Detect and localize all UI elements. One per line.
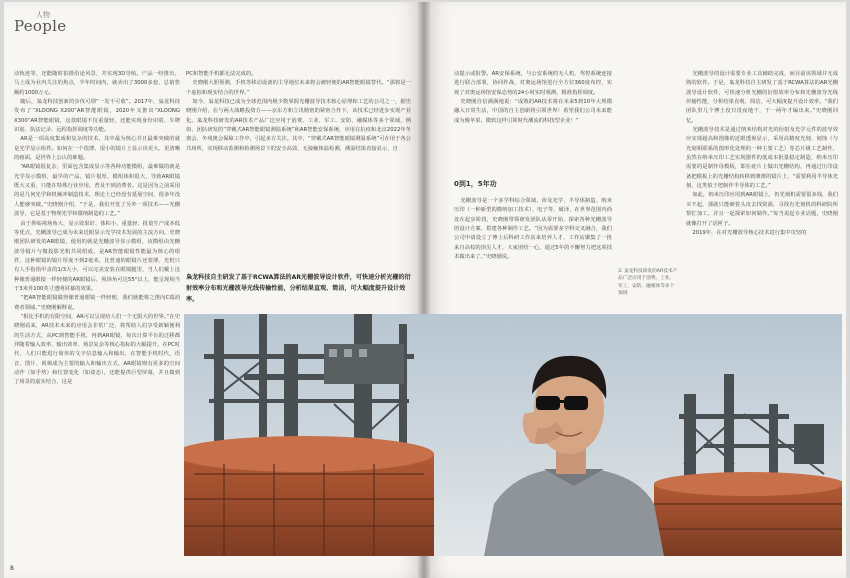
logo-cn-text: 人物 <box>36 11 50 19</box>
feature-photo <box>184 314 842 556</box>
paragraph: 2019年，在对光栅波导核心技术进行集中攻坚的 <box>692 229 807 236</box>
pull-quote: 枭龙科技自主研发了基于RCWA算法的AR光栅波导设计软件，可快速分析光栅的衍射效率分布和光栅波导光线传输性能，分析结果直观、简洁，可大幅度提升设计效率。 <box>186 274 411 303</box>
paragraph: 动提示或报警。AR安保系统，与公安系统的无人机、驾控系统连接进行联合部署，协同作战，对奥运场馆进行全方位360度布控，实现了对奥运场馆安保态势的24小时实时观测，精准指挥调度。 <box>454 71 612 96</box>
logo-text: People <box>14 17 67 35</box>
paragraph: AR是一项高度集成和复杂的技术，其中最为核心并且最难突破的就是光学显示组件。如何在一个很薄、很小的镜片上显示出更大、更清晰的画面，是世界上公认的难题。 <box>14 136 180 162</box>
paragraph: 光栅波导是一个多学科综合领域，涉及光学、半导体制造、纳米压印（一种新型的微纳加工技术）、电子等，破译，在世界范围内尚处在起步阶段，史晓刚带领研发团队从零开始，探索各种光栅波导的设计方案、搭建各种制作工艺。“因为需要多学科交叉融合，我们公司申请设立了博士后科研工作站来培养人才，工作站聚集了一批来自高校的顶尖人才，大家团结一心，通过5年的不懈努力把这项技术做出来了。”史晓刚说。 <box>454 198 612 261</box>
paragraph: 如今，枭龙科技已成为全球范围内极少数掌握光栅波导技术核心原理和工艺的公司之一，据史晓刚介绍，在与两大战略投资方——京东方和立讯精密的紧密合作下，该技术已经进步实现产业化。枭龙科技研发的AR技术产品广泛应用于消费、工业、军工、安防、融媒体等多个领域，例如，团队研发的“穿戴式AR智能眼镜测温系统”和AR智能安保系统，应用在抗疫和北京2022年冬奥会、冬残奥会保障工作中，引起多方关注。其中，“穿戴式AR智能眼镜测温系统”可在用于各公共场所，实现移动监测和检测场景下的安全高效、无接触体温检测，测温结果直接显示，自 <box>186 99 411 152</box>
paragraph: “把AR智能眼镜做得像普通眼镜一样轻便，我们就能将之推向C端消费者领域。”史晓刚解释说。 <box>14 295 180 311</box>
paragraph: 史晓刚大胆预测，手机等移动设备的主导地位未来将会被轻便的AR智能眼镜替代。“那将是一个虚拟和现实结合的世界。” <box>186 80 411 96</box>
paragraph: 光栅波导技术是通过纳米结构对光的衍射及光学元件的波导效应实现超高和图像的近眼透视显示，采用高精度光刻、刻蚀（与光刻相联系的图形化处理的一种主要工艺）等芯片级工艺制作，虽然在纳米压印工艺实现器件的低成本批量稳定制造，纳米压印需要的是制作母模板，即在硅片上做出光栅结构，再通过压印设备把模板上的光栅结构转移到薄薄的镜片上，“需要利用半导体光刻，这类似于把制作半导体的工艺。” <box>686 127 838 190</box>
page-number: 8 <box>10 565 14 572</box>
ar-glasses-icon <box>536 396 560 410</box>
article-column-3b <box>454 197 612 309</box>
magazine-logo <box>14 11 67 35</box>
paragraph: “相比手机的有限空间，AR可以呈现给人们一个无限大的世界。”在史晓刚看来，AR技术未来的应用会非常广泛，将帮助人们享受新颖便利的生活方式，从PC到智能手机，再到AR眼镜，每次计算平台的迁移都伴随着输入效率、输出效率、场景复杂等核心指标的大幅提升，在PC时代，人们只能进行简单的文字信息输入和输出，在智能手机时代，语音、图片、视频成为主要的输入和输出方式，AR眼镜则有更多的空间动作（如手势）和位置变化（如姿态），还能提供巨型屏幕，并且做到了场景的虚实结合，这是 <box>14 313 180 386</box>
photo-caption: 3. 枭龙科技研发的AR技术产品广泛应用于消费、工业、军工、安防、融媒体等多个领域 <box>618 269 678 296</box>
industrial-scene-illustration <box>184 314 842 556</box>
article-column-2 <box>186 70 411 260</box>
furnace-dome <box>184 436 434 556</box>
article-column-3 <box>454 70 612 172</box>
paragraph: 由于鼻贴视场角大、显示效果好、体积小、重量轻、批量生产成本低等优点，光栅波导已成为未来近眼显示光学技术发展的主流方向。史晓刚团队研发的AR眼镜，使用的就是光栅波导显示模组，该模组由光栅波导镜片与微投影光机共同组成，是AR智能眼镜性能最为核心的组件，这种眼镜的镜片厚度不到2毫米，比普通的眼镜片还要薄，光机只有人手指指甲盖的1/3大小，可以完美安装在眼镜腿里，当人们戴上这种像普通眼镜一样轻便的AR眼镜后，视场角可达55°以上，能呈现相当于3米外100英寸透明屏幕的效果。 <box>14 220 180 292</box>
paragraph: 动轨迹等，还能随时拍摄沿途风景，并实现3D导航。产品一经推出，马上成为业内关注的焦点，半年时间内，就卖出了3000多套，总销售额约1000万元。 <box>14 71 180 96</box>
paragraph: 光栅波导的设计需要专业工具辅助完成，而目前该领域并无成熟的软件。于是，枭龙科技自主研发了基于RCWA算法的AR光栅波导设计软件，可快速分析光栅的衍射效率分布和光栅波导光线传输性能，分析结果直观、简洁，可大幅度提升设计效率。“我们团队里几个博士没日没夜地干，干一两年才编出来。”史晓刚回忆。 <box>686 71 838 124</box>
paragraph: 随后，枭龙科技创新的步伐可谓“一发不可收”。2017年，枭龙科技发布了“XLOONG X200”AR智能眼镜，2020年又推出“XLOONG X300”AR智能眼镜，这款眼镜不仅重量轻，还能实现身份识别、车牌识别、执法记录、远程指挥调度等功能。 <box>14 99 180 134</box>
paragraph: 如此，纳米压印应用到AR眼镜上，仍光刻机需要很多钱，我们买不起，那就只能硬着头皮去找资源，寻找有光刻机的科研院所帮忙加工，并且一起探索如何制作。”每当说起专业话题，史晓刚就像打开了话匣子。 <box>686 192 838 227</box>
paragraph: 史晓刚自信满满地说：“成熟的AR技术将在未来5到10年大规模融入日常生活，中国的自主创新将引领世界！希望我们公司未来能成为像苹果、微软这样引领时代潮流的科技型企业！” <box>454 99 612 124</box>
section-subhead: 0到1，5年功 <box>454 180 497 188</box>
paragraph: PC和智能手机都无法完成的。 <box>186 71 257 77</box>
paragraph: “AR眼镜很复杂，里面包含集成显示等各种功能模组，最难做的就是光学显示模组，最早的产品，镜片很厚，模组体积很大，导致AR眼镜既大又重，只能在特殊行业应用，普及不到消费者。这是因为之前采用的是几何光学和机械冲制造技术，理论上已经没有延展空间，很多年没人能够突破。”史晓刚介绍，“于是，我们开发了另外一项技术——光栅波导，它是基于物理光学和微纳制造的工艺。” <box>14 164 180 218</box>
article-column-4 <box>686 70 838 310</box>
article-column-1 <box>14 70 180 560</box>
